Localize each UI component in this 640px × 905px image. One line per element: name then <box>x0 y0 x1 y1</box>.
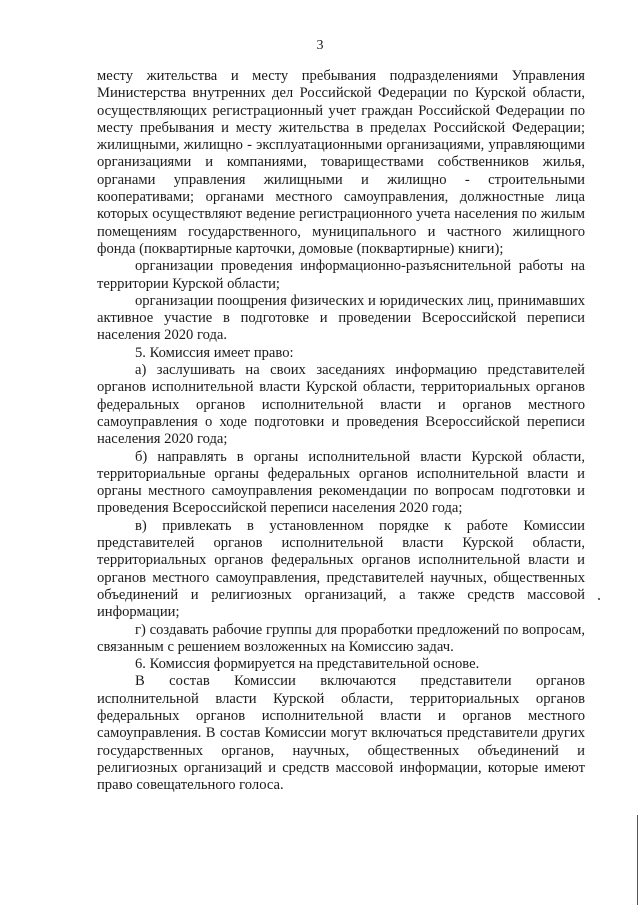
paragraph-formation: 6. Комиссия формируется на представительной основе. <box>135 656 480 673</box>
paragraph-right-g: г) создавать рабочие группы для проработки предложений по вопросам, связанным с решением возложенных на Комиссию задач. <box>97 621 585 655</box>
scan-edge-line <box>637 815 638 905</box>
paragraph-encouragement: организации поощрения физических и юридических лиц, принимавших активное участие в подготовке и проведении Всероссийской переписи населения 2020 года. <box>97 292 585 344</box>
paragraph-composition: В состав Комиссии включаются представители органов исполнительной власти Курской области, территориальных органов федеральных органов исполнительной власти и органов местного самоуправления. В состав Комиссии могут включаться представители других государственных органов, научных, общественных объединений и религиозных организаций и средств массовой информации, которые имеют право совещательного голоса. <box>97 673 585 794</box>
scan-speck <box>598 598 600 600</box>
page-number: 3 <box>316 38 324 53</box>
paragraph-commission-rights-heading: 5. Комиссия имеет право: <box>135 344 294 361</box>
paragraph-registration-bodies: месту жительства и месту пребывания подразделениями Управления Министерства внутренних дел Российской Федерации по Курской области, осуществляющих регистрационный учет граждан Российской Федерации по месту пребывания и месту жительства в пределах Российской Федерации; жилищными, жилищно - эксплуатационными организациями, управляющими организациями и компаниями, товариществами собственников жилья, органами управления жилищными и жилищно - строительными кооперативами; органами местного самоуправления, должностные лица которых осуществляют ведение регистрационного учета населения по жилым помещениям государственного, муниципального и частного жилищного фонда (поквартирные карточки, домовые (поквартирные) книги); <box>97 68 585 257</box>
paragraph-right-v: в) привлекать в установленном порядке к работе Комиссии представителей органов исполнительной власти Курской области, территориальных органов федеральных органов исполнительной власти и органов местного самоуправления, представителей научных, общественных объединений и религиозных организаций, а также средств массовой информации; <box>97 517 585 621</box>
document-body <box>97 68 585 794</box>
paragraph-right-b: б) направлять в органы исполнительной власти Курской области, территориальные органы федеральных органов исполнительной власти и органы местного самоуправления рекомендации по вопросам подготовки и проведения Всероссийской переписи населения 2020 года; <box>97 448 585 517</box>
paragraph-info-work: организации проведения информационно-разъяснительной работы на территории Курской области; <box>97 258 585 292</box>
paragraph-right-a: а) заслушивать на своих заседаниях информацию представителей органов исполнительной власти Курской области, территориальных органов федеральных органов исполнительной власти и органов местного самоуправления о ходе подготовки и проведения Всероссийской переписи населения 2020 года; <box>97 362 585 448</box>
